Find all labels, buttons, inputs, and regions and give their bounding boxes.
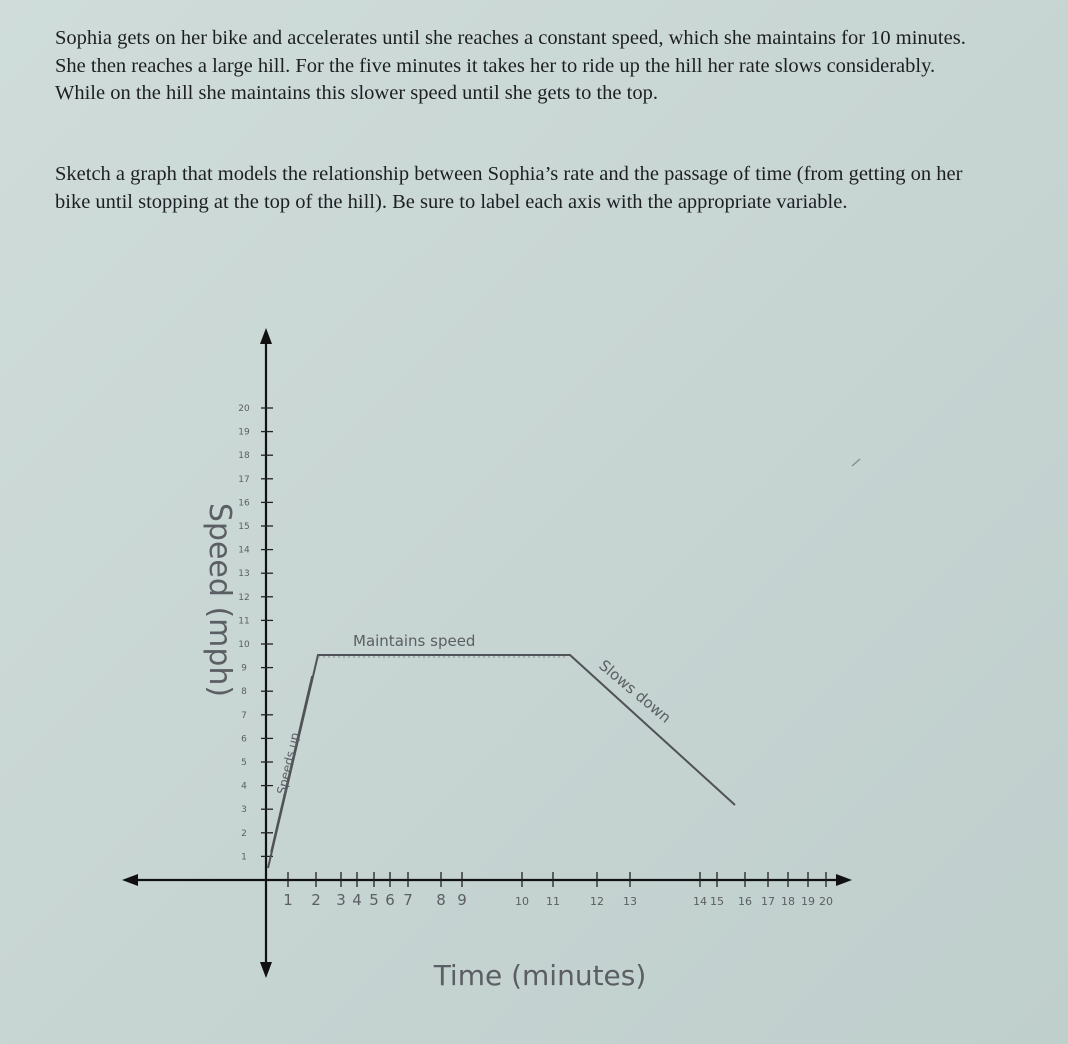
problem-paragraph-1: Sophia gets on her bike and accelerates until she reaches a constant speed, which she maintains for 10 minutes. She then reaches a large hill. For the five minutes it takes her to ride up the hill her rate slows considerably. While on the hill she maintains this slower speed until she gets to the top. xyxy=(55,27,966,104)
y-tick-label: 7 xyxy=(241,710,247,721)
x-tick-label: 14 xyxy=(693,895,707,908)
x-tick-label: 7 xyxy=(403,891,413,909)
x-axis-arrow-left xyxy=(122,874,138,886)
x-tick-label: 18 xyxy=(781,895,795,908)
x-tick-label: 17 xyxy=(761,895,775,908)
x-tick-label: 15 xyxy=(710,895,724,908)
x-tick-label: 10 xyxy=(515,895,529,908)
y-tick-label: 13 xyxy=(238,569,250,580)
y-tick-label: 19 xyxy=(238,427,250,438)
annotation-speeds-up: Speeds up xyxy=(274,731,303,796)
y-tick-label: 6 xyxy=(241,734,247,745)
speed-curve xyxy=(268,655,735,868)
x-tick-label: 19 xyxy=(801,895,815,908)
y-tick-label: 15 xyxy=(238,522,250,532)
y-axis-arrow-up xyxy=(260,328,272,344)
y-axis-label: Speed (mph) xyxy=(202,502,237,698)
y-axis-arrow-down xyxy=(260,962,272,978)
annotation-maintains-speed: Maintains speed xyxy=(353,632,476,650)
y-tick-label: 3 xyxy=(241,805,247,816)
x-tick-label: 13 xyxy=(623,895,637,908)
x-tick-label: 11 xyxy=(546,895,560,908)
x-axis-label: Time (minutes) xyxy=(433,959,647,992)
annotation-slows-down: Slows down xyxy=(595,656,675,727)
x-tick-label: 1 xyxy=(283,891,293,909)
x-axis-ticks xyxy=(283,872,833,909)
y-tick-label: 12 xyxy=(238,592,250,603)
x-axis-arrow-right xyxy=(836,874,852,886)
y-tick-label: 20 xyxy=(238,404,250,414)
x-tick-label: 2 xyxy=(311,891,321,909)
stray-pencil-mark xyxy=(852,459,860,466)
x-tick-label: 5 xyxy=(369,891,379,909)
y-tick-label: 17 xyxy=(238,474,250,485)
x-tick-label: 20 xyxy=(819,895,833,908)
x-tick-label: 12 xyxy=(590,895,604,908)
y-tick-label: 18 xyxy=(238,451,250,462)
y-tick-label: 10 xyxy=(238,640,250,650)
x-tick-label: 8 xyxy=(436,891,446,909)
y-tick-label: 14 xyxy=(238,545,250,556)
y-tick-label: 8 xyxy=(241,687,247,698)
x-tick-label: 3 xyxy=(336,891,346,909)
y-tick-label: 5 xyxy=(241,758,247,768)
x-tick-label: 4 xyxy=(352,891,362,909)
problem-paragraph-2: Sketch a graph that models the relationship between Sophia’s rate and the passage of time (from getting on her bike until stopping at the top of the hill). Be sure to label each axis with the appropriate variable. xyxy=(55,163,963,213)
y-tick-label: 16 xyxy=(238,498,250,509)
x-tick-label: 16 xyxy=(738,895,752,908)
x-tick-label: 6 xyxy=(385,891,395,909)
y-tick-label: 2 xyxy=(241,828,247,839)
x-tick-label: 9 xyxy=(457,891,467,909)
y-tick-label: 1 xyxy=(241,852,247,863)
y-tick-label: 9 xyxy=(241,663,247,674)
y-tick-label: 4 xyxy=(241,781,247,792)
y-tick-label: 11 xyxy=(238,616,250,627)
y-axis-ticks xyxy=(238,404,273,862)
